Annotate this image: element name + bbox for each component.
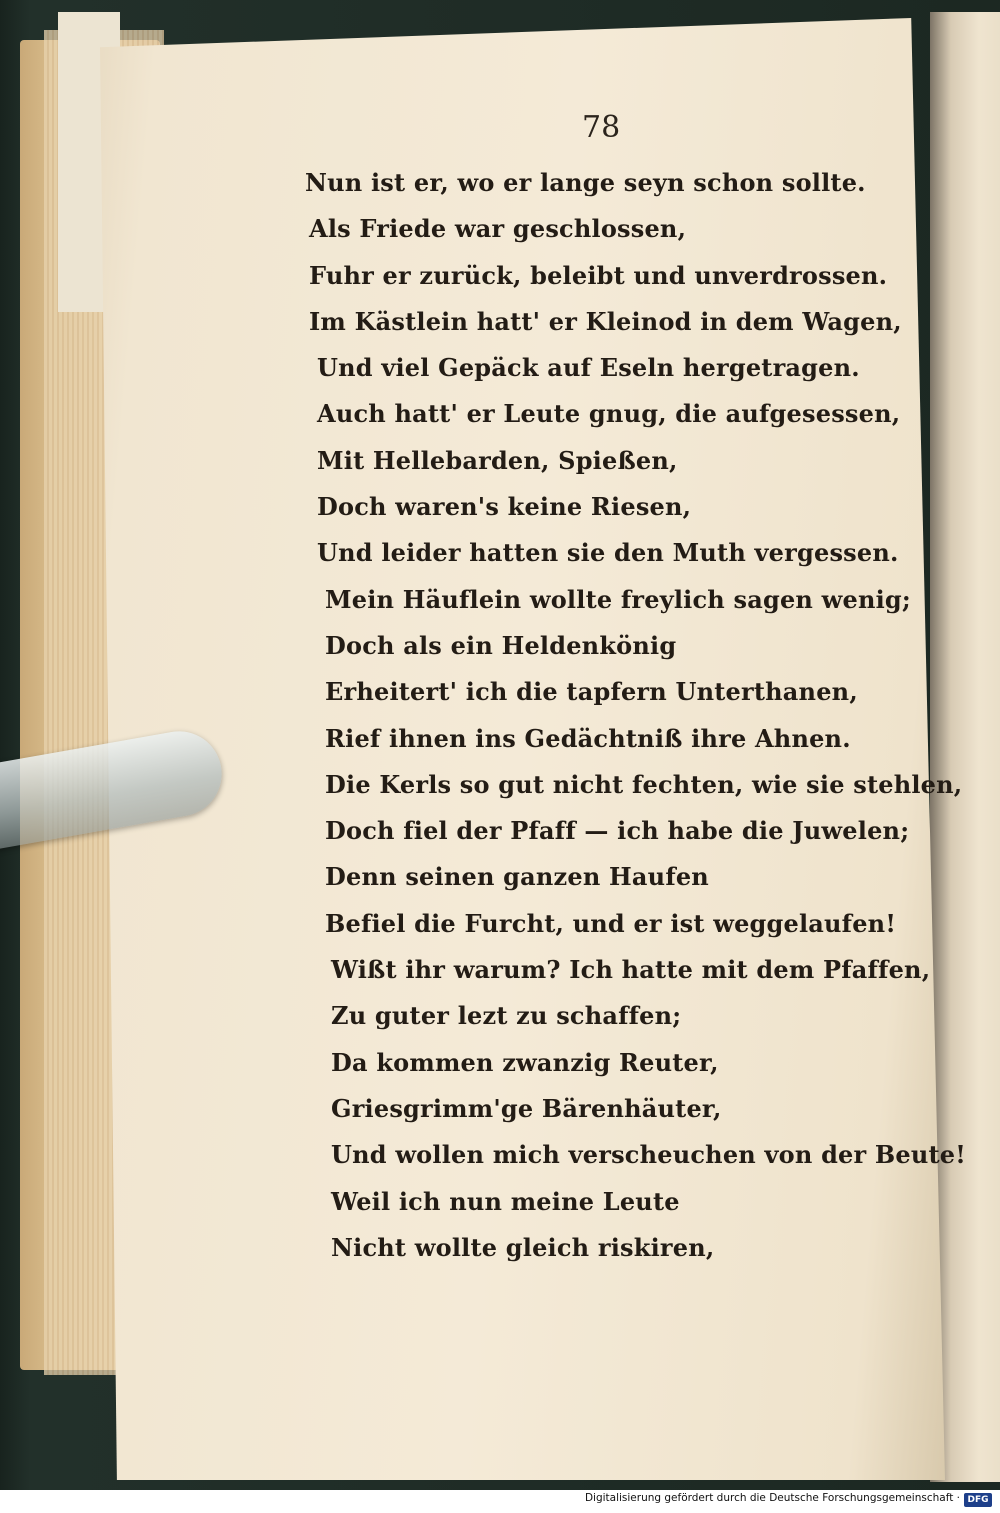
text-line: Rief ihnen ins Gedächtniß ihre Ahnen. [325,723,851,753]
text-line: Doch als ein Heldenkönig [325,630,677,660]
footer-bar [0,1490,1000,1513]
dfg-logo: DFG [964,1493,992,1507]
text-line: Befiel die Furcht, und er ist weggelaufen! [325,908,897,938]
text-line: Und wollen mich verscheuchen von der Beute! [331,1140,967,1170]
text-line: Da kommen zwanzig Reuter, [331,1047,719,1077]
text-line: Doch waren's keine Riesen, [317,492,692,522]
text-line: Mit Hellebarden, Spießen, [317,445,678,475]
text-line: Und viel Gepäck auf Eseln hergetragen. [317,353,860,383]
text-line: Erheitert' ich die tapfern Unterthanen, [325,677,858,707]
text-line: Nicht wollte gleich riskiren, [331,1232,715,1262]
text-line: Weil ich nun meine Leute [331,1186,680,1216]
text-line: Nun ist er, wo er lange seyn schon sollte. [305,168,866,197]
text-line: Als Friede war geschlossen, [309,214,687,244]
text-line: Doch fiel der Pfaff — ich habe die Juwelen; [325,816,910,846]
text-line: Wißt ihr warum? Ich hatte mit dem Pfaffen, [331,955,931,985]
text-line: Fuhr er zurück, beleibt und unverdrossen. [309,260,888,290]
text-line: Und leider hatten sie den Muth vergessen. [317,538,899,568]
text-line: Im Kästlein hatt' er Kleinod in dem Wagen, [309,306,902,336]
text-line: Zu guter lezt zu schaffen; [331,1001,682,1031]
text-line: Griesgrimm'ge Bärenhäuter, [331,1093,722,1123]
footer-credit: Digitalisierung gefördert durch die Deutsche Forschungsgemeinschaft · [584,1492,960,1504]
text-line: Auch hatt' er Leute gnug, die aufgesessen, [317,399,901,429]
text-line: Die Kerls so gut nicht fechten, wie sie stehlen, [325,769,963,799]
text-line: Denn seinen ganzen Haufen [325,862,709,892]
poem-text [305,160,967,1271]
text-line: Mein Häuflein wollte freylich sagen wenig; [325,584,911,614]
page-number: 78 [582,110,621,145]
